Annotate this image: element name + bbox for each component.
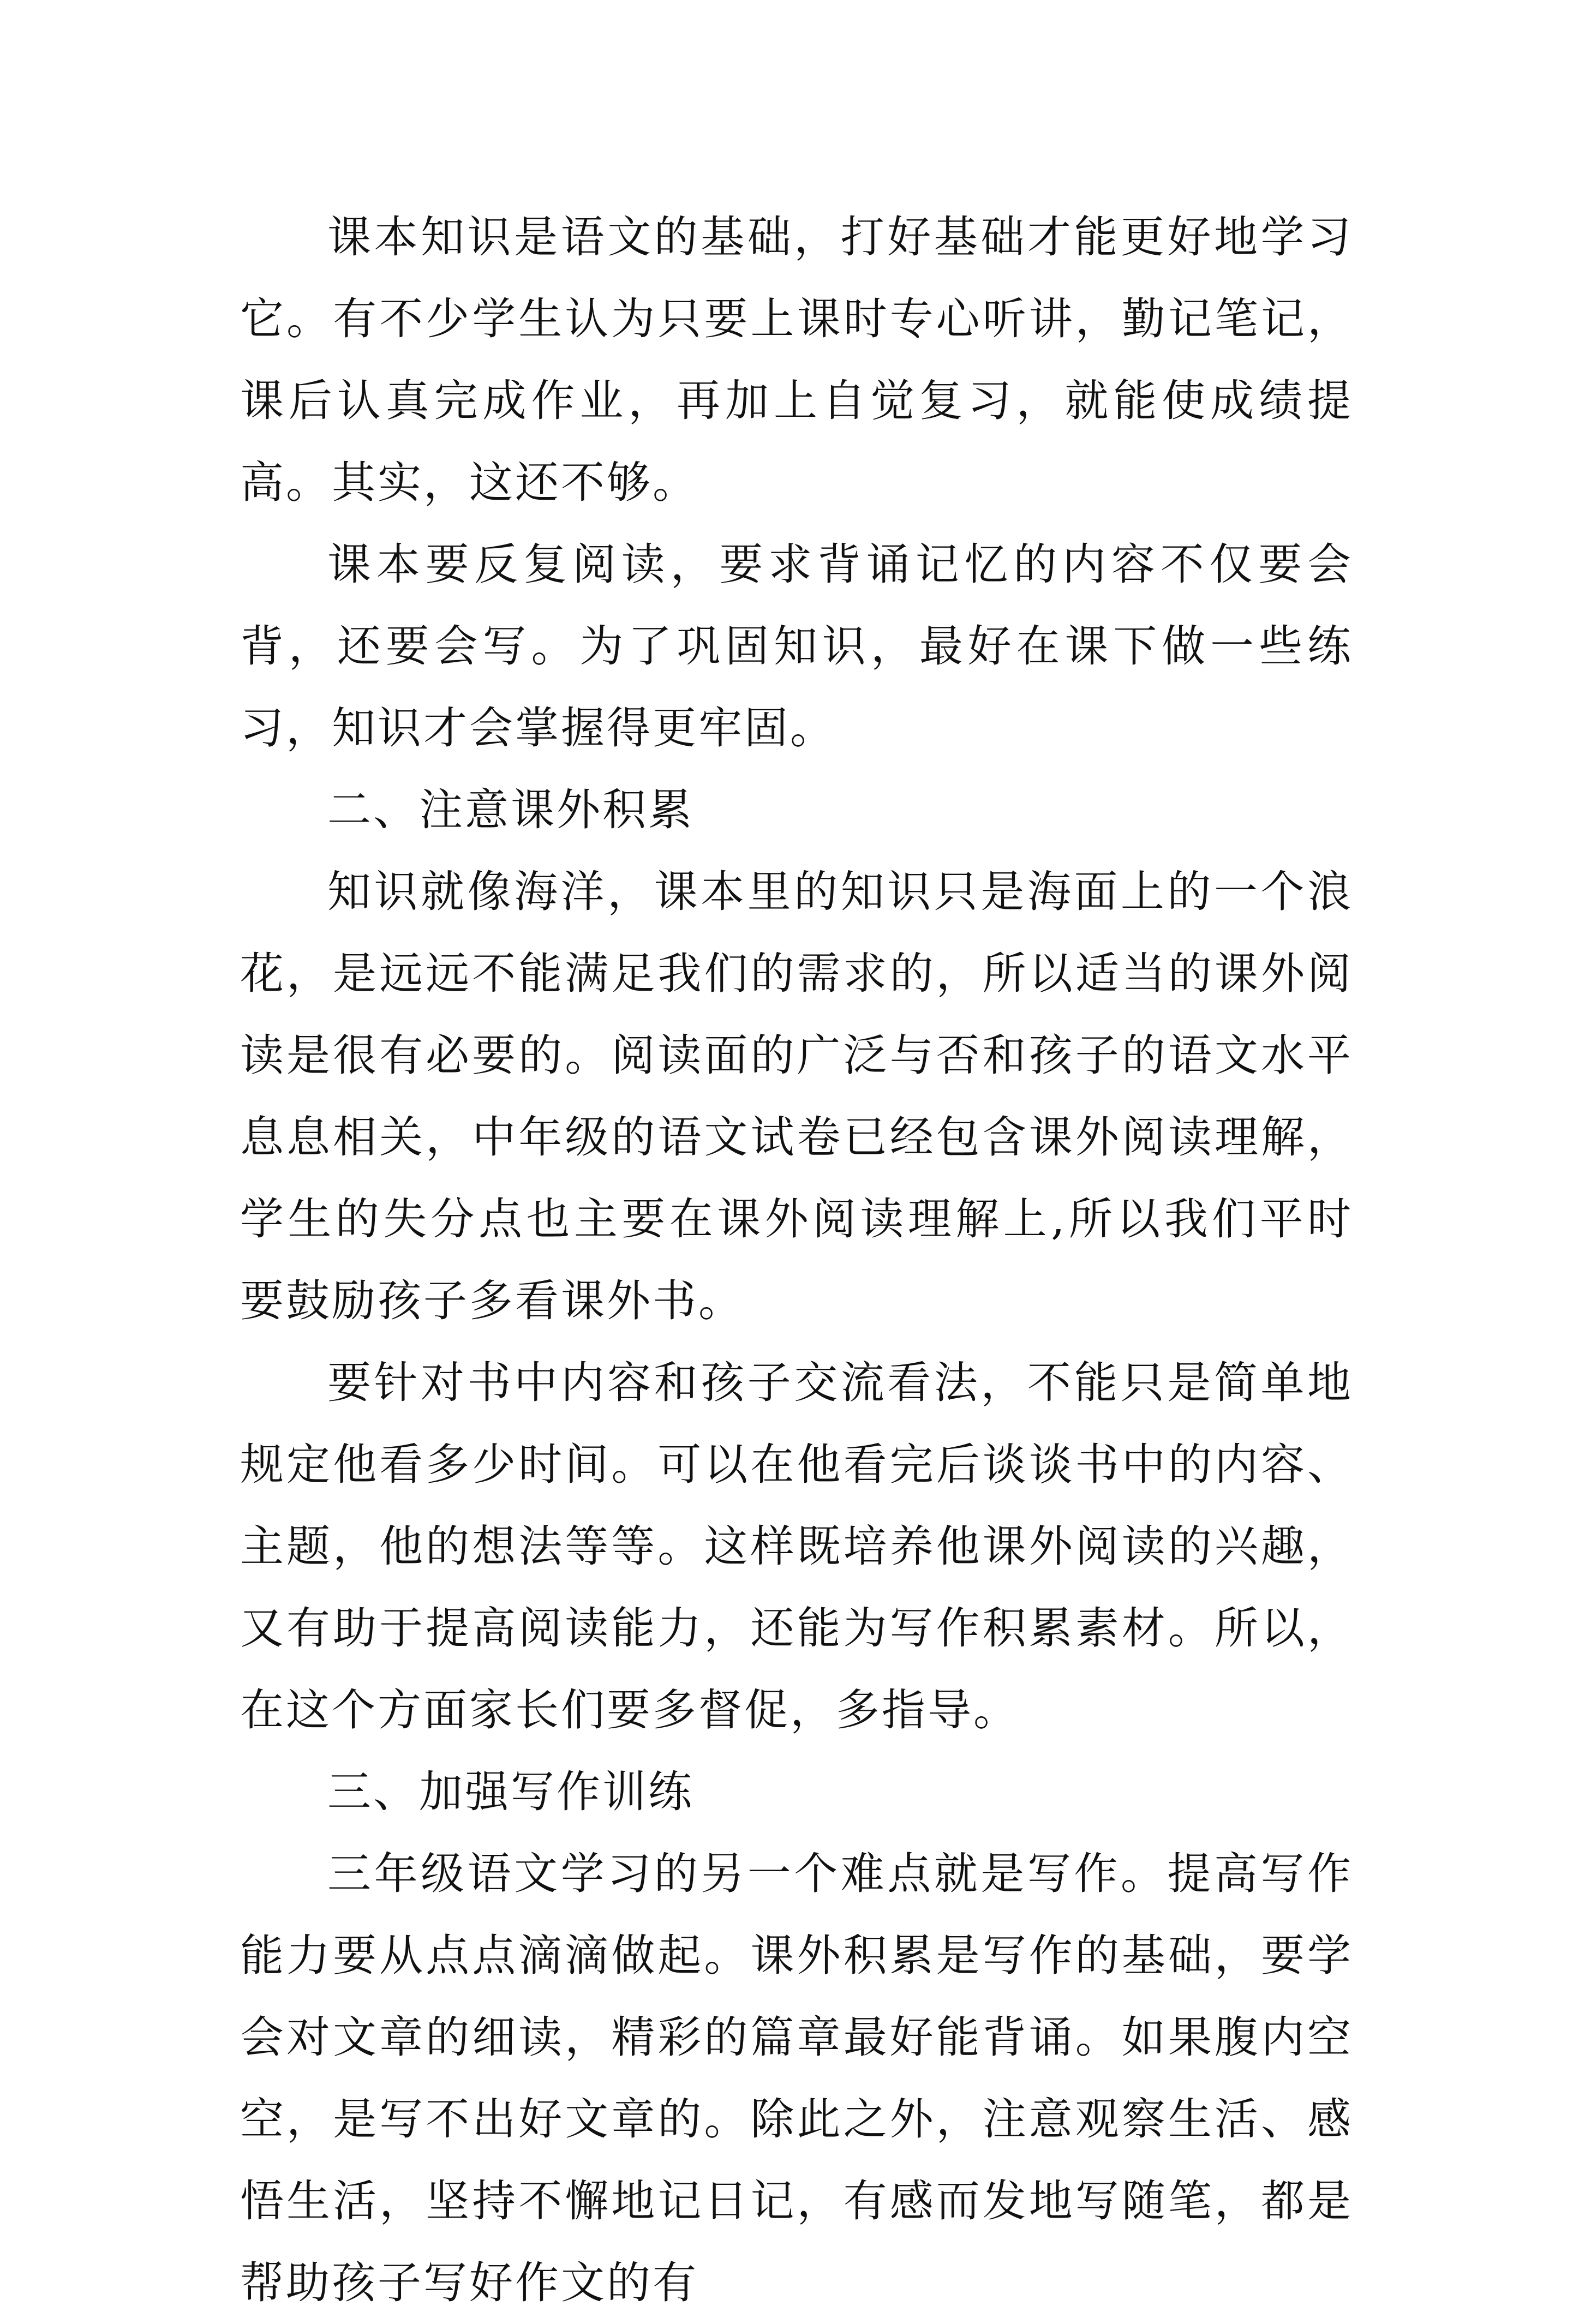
paragraph-repeated-reading: 课本要反复阅读，要求背诵记忆的内容不仅要会背，还要会写。为了巩固知识，最好在课下做一些练习，知识才会掌握得更牢固。 [240,539,1353,753]
paragraph-discuss-books: 要针对书中内容和孩子交流看法，不能只是简单地规定他看多少时间。可以在他看完后谈谈书中的内容、主题，他的想法等等。这样既培养他课外阅读的兴趣，又有助于提高阅读能力，还能为写作积累素材。所以，在这个方面家长们要多督促，多指导。 [240,1357,1353,1735]
paragraph-textbook-basics: 课本知识是语文的基础，打好基础才能更好地学习它。有不少学生认为只要上课时专心听讲，勤记笔记，课后认真完成作业，再加上自觉复习，就能使成绩提高。其实，这还不够。 [240,212,1353,508]
heading-extracurricular-accumulation: 二、注意课外积累 [327,784,694,835]
paragraph-writing-difficulty: 三年级语文学习的另一个难点就是写作。提高写作能力要从点点滴滴做起。课外积累是写作的基础，要学会对文章的细读，精彩的篇章最好能背诵。如果腹内空空，是写不出好文章的。除此之外，注意观察生活、感悟生活，坚持不懈地记日记，有感而发地写随笔，都是帮助孩子写好作文的有 [240,1848,1353,2308]
heading-writing-training: 三、加强写作训练 [327,1766,694,1817]
document-body [240,196,1353,2324]
paragraph-knowledge-ocean: 知识就像海洋，课本里的知识只是海面上的一个浪花，是远远不能满足我们的需求的，所以适当的课外阅读是很有必要的。阅读面的广泛与否和孩子的语文水平息息相关，中年级的语文试卷已经包含课外阅读理解，学生的失分点也主要在课外阅读理解上,所以我们平时要鼓励孩子多看课外书。 [240,866,1353,1326]
